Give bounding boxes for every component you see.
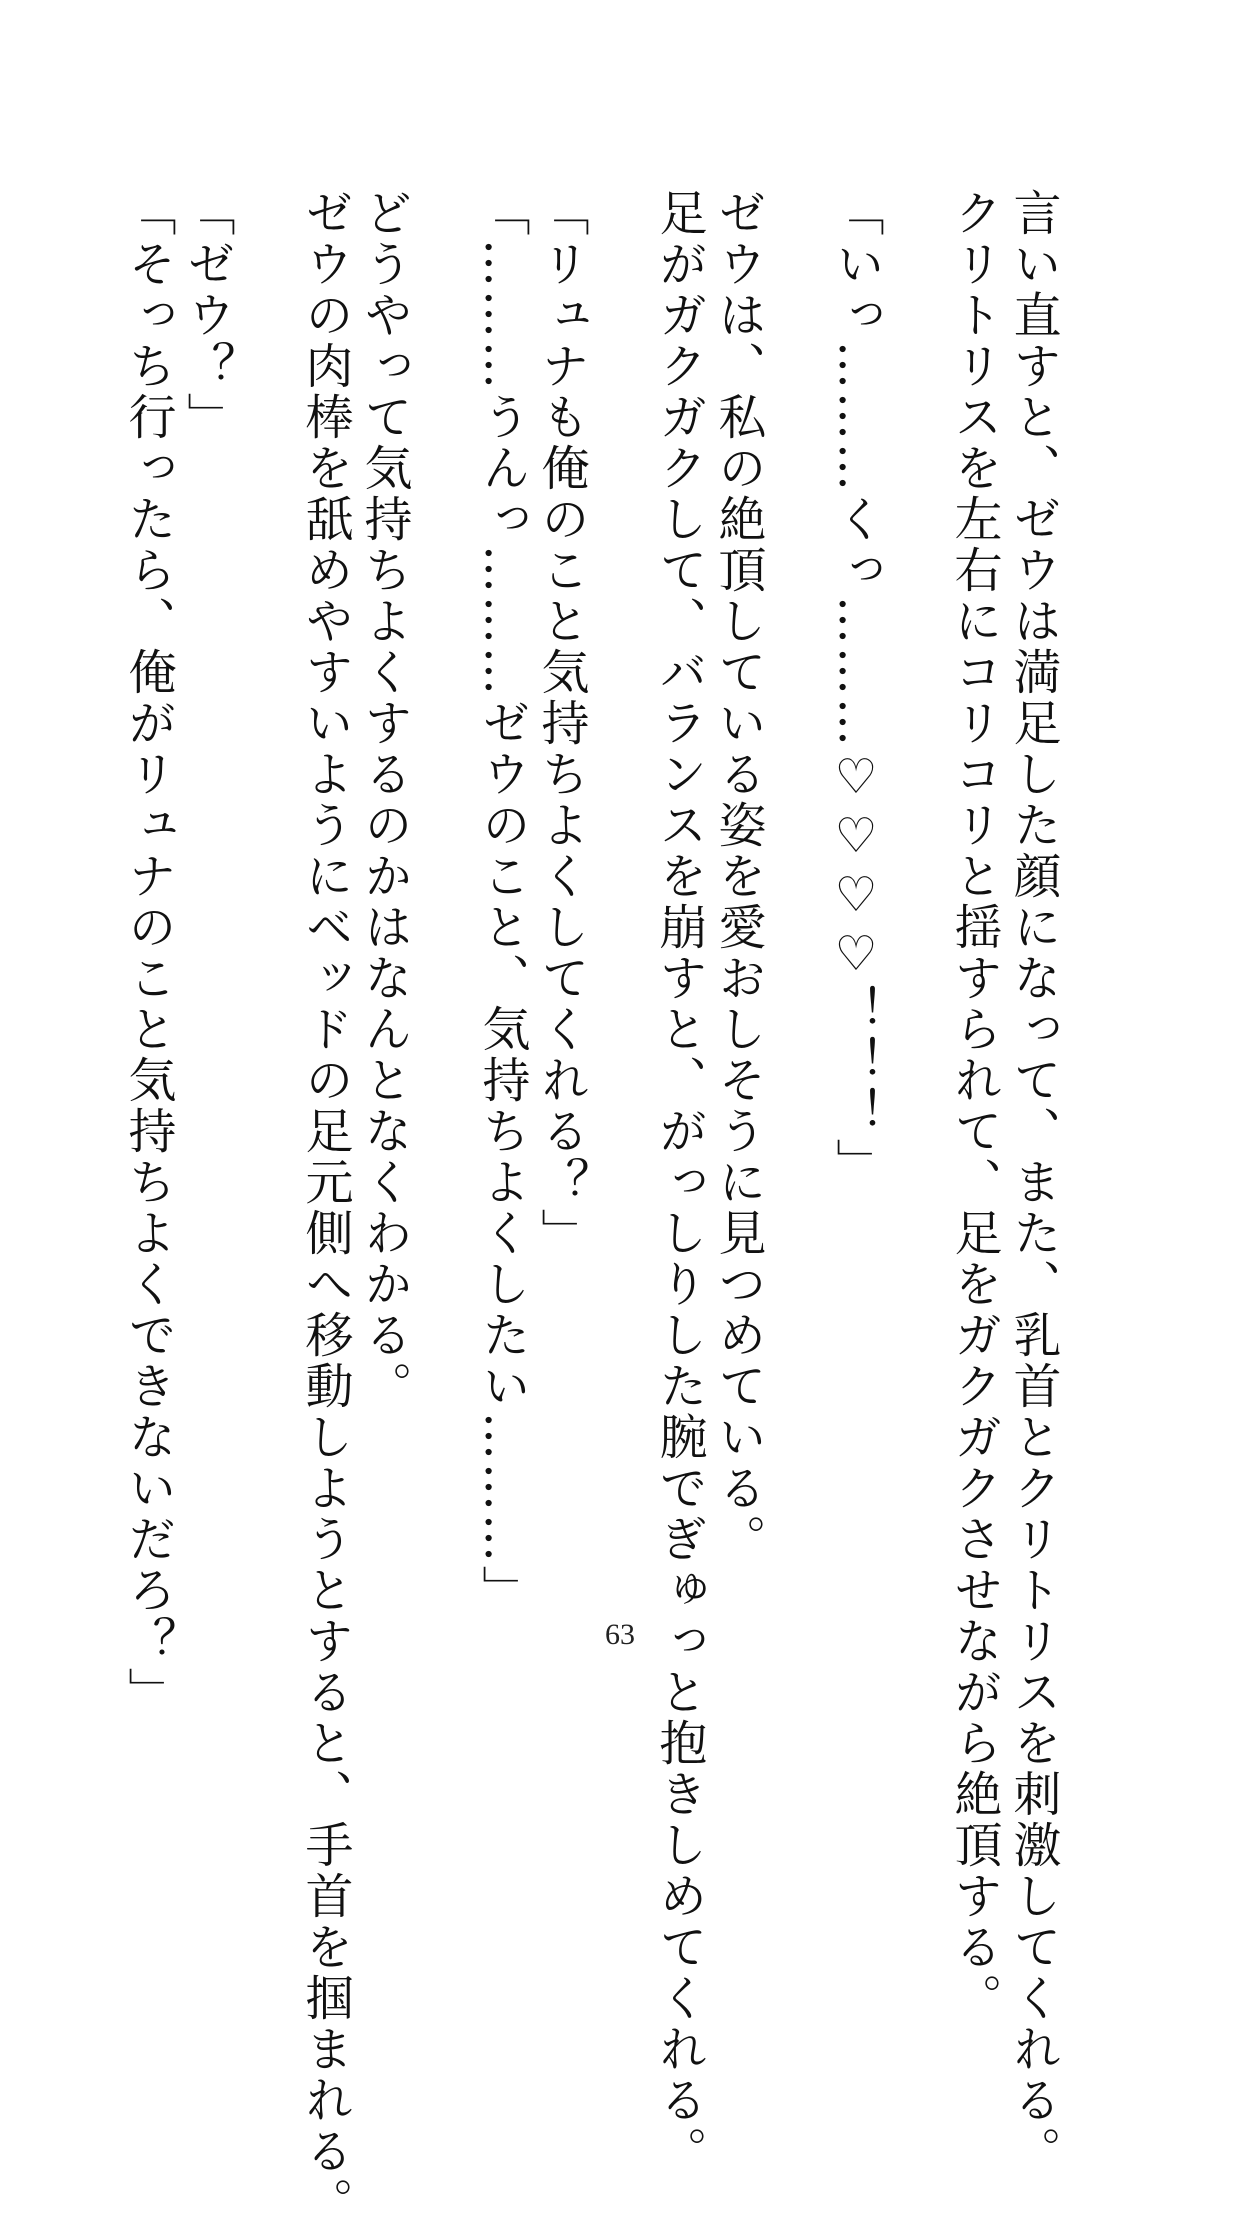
dialogue-line: 「そっち行ったら、俺がリュナのこと気持ちよくできないだろ？」: [120, 188, 176, 1718]
text-line: どうやって気持ちよくするのかはなんとなくわかる。: [356, 188, 412, 1412]
blank-line: [885, 188, 944, 1588]
blank-line: [413, 188, 472, 1588]
blank-line: [236, 188, 295, 1588]
dialogue-line: 「ゼウ？」: [179, 188, 235, 443]
blank-line: [590, 188, 649, 1588]
text-line: クリトリスを左右にコリコリと揺すられて、足をガクガクさせながら絶頂する。: [946, 188, 1002, 2024]
blank-line: [767, 188, 826, 1588]
text-line: 足がガクガクして、バランスを崩すと、がっしりした腕でぎゅっと抱きしめてくれる。: [651, 188, 707, 2177]
text-line: ゼウは、私の絶頂している姿を愛おしそうに見つめている。: [710, 188, 766, 1565]
text-line: ゼウの肉棒を舐めやすいようにベッドの足元側へ移動しようとすると、手首を掴まれる。: [297, 188, 353, 2228]
dialogue-line: 「リュナも俺のこと気持ちよくしてくれる？」: [533, 188, 589, 1259]
page-number: 63: [605, 1618, 635, 1651]
dialogue-line: 「いっ………くっ………♡♡♡♡！！！」: [828, 188, 884, 1189]
dialogue-line: 「………うんっ………ゼウのこと、気持ちよくしたい………」: [474, 188, 530, 1616]
text-line: 言い直すと、ゼウは満足した顔になって、また、乳首とクリトリスを刺激してくれる。: [1005, 188, 1061, 2177]
